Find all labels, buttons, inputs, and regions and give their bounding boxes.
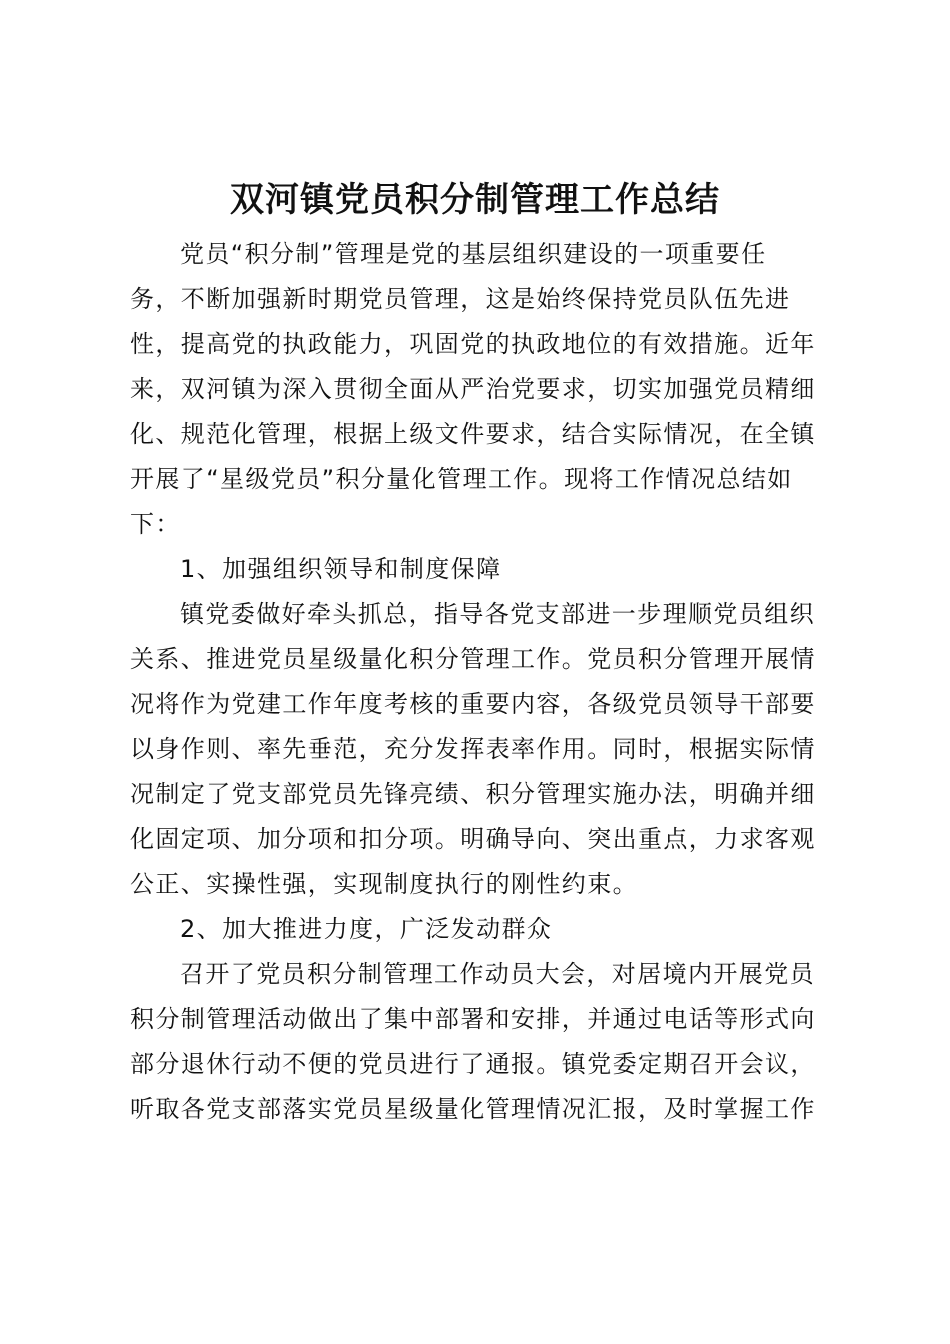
- section-heading: [130, 907, 820, 952]
- text-line: 公正、实操性强，实现制度执行的刚性约束。: [130, 870, 638, 898]
- text-line: 镇党委做好牵头抓总，指导各党支部进一步理顺党员组织: [180, 600, 815, 628]
- text-line: 关系、推进党员星级量化积分管理工作。党员积分管理开展情: [130, 645, 816, 673]
- section-heading: [130, 547, 820, 592]
- document-title: 双河镇党员积分制管理工作总结: [230, 180, 720, 220]
- text-line: 部分退休行动不便的党员进行了通报。镇党委定期召开会议，: [130, 1050, 816, 1078]
- text-line: 召开了党员积分制管理工作动员大会，对居境内开展党员: [180, 960, 815, 988]
- document-body: [130, 232, 820, 1132]
- text-line: 性，提高党的执政能力，巩固党的执政地位的有效措施。近年: [130, 330, 816, 358]
- text-line: 2、加大推进力度，广泛发动群众: [180, 915, 553, 943]
- text-line: 以身作则、率先垂范，充分发挥表率作用。同时，根据实际情: [130, 735, 816, 763]
- text-line: 听取各党支部落实党员星级量化管理情况汇报，及时掌握工作: [130, 1095, 816, 1123]
- text-line: 况将作为党建工作年度考核的重要内容，各级党员领导干部要: [130, 690, 816, 718]
- text-line: 积分制管理活动做出了集中部署和安排，并通过电话等形式向: [130, 1005, 816, 1033]
- text-line: 开展了“星级党员”积分量化管理工作。现将工作情况总结如: [130, 465, 793, 493]
- text-line: 来，双河镇为深入贯彻全面从严治党要求，切实加强党员精细: [130, 375, 816, 403]
- paragraph: [130, 232, 820, 547]
- text-line: 务，不断加强新时期党员管理，这是始终保持党员队伍先进: [130, 285, 791, 313]
- text-line: 化、规范化管理，根据上级文件要求，结合实际情况，在全镇: [130, 420, 816, 448]
- text-line: 况制定了党支部党员先锋亮绩、积分管理实施办法，明确并细: [130, 780, 816, 808]
- text-line: 化固定项、加分项和扣分项。明确导向、突出重点，力求客观: [130, 825, 816, 853]
- text-line: 1、加强组织领导和制度保障: [180, 555, 502, 583]
- text-line: 下：: [130, 510, 181, 538]
- paragraph: [130, 952, 820, 1132]
- text-line: 党员“积分制”管理是党的基层组织建设的一项重要任: [180, 240, 767, 268]
- paragraph: [130, 592, 820, 907]
